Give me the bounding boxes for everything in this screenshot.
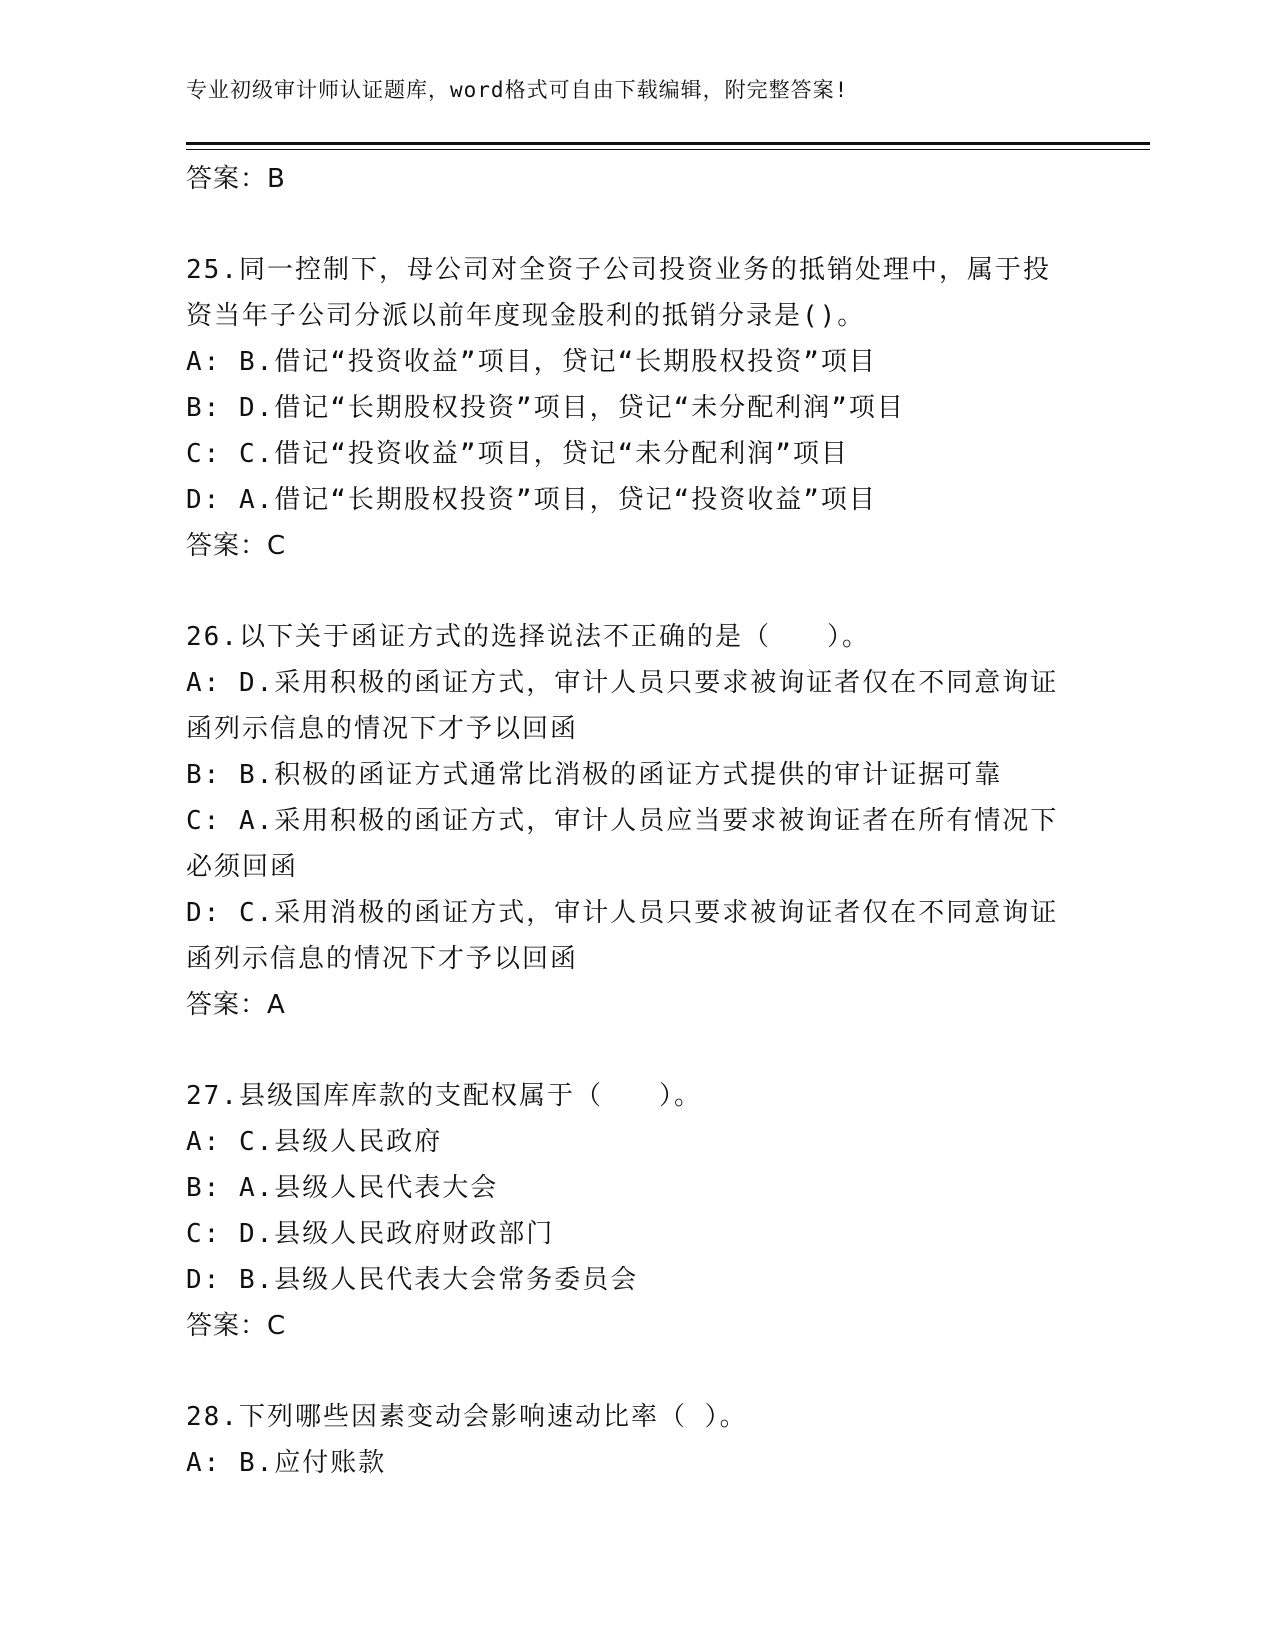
option-a: A: B.应付账款 — [186, 1448, 387, 1478]
option-d-continued: 函列示信息的情况下才予以回函 — [186, 944, 579, 974]
option-a: A: B.借记“投资收益”项目，贷记“长期股权投资”项目 — [186, 347, 877, 377]
option-b: B: D.借记“长期股权投资”项目，贷记“未分配利润”项目 — [186, 393, 905, 423]
question-stem: 28.下列哪些因素变动会影响速动比率（ ）。 — [186, 1402, 748, 1432]
option-a: A: D.采用积极的函证方式，审计人员只要求被询证者仅在不同意询证 — [186, 668, 1059, 698]
option-d: D: B.县级人民代表大会常务委员会 — [186, 1265, 639, 1295]
header-rule-thin — [186, 149, 1150, 150]
option-c-continued: 必须回函 — [186, 852, 299, 882]
answer-line: 答案：C — [186, 1311, 287, 1341]
question-stem: 资当年子公司分派以前年度现金股利的抵销分录是()。 — [186, 301, 866, 331]
question-block — [186, 1073, 1086, 1349]
question-block — [186, 247, 1086, 569]
option-d: D: C.采用消极的函证方式，审计人员只要求被询证者仅在不同意询证 — [186, 898, 1059, 928]
spacer — [186, 569, 1086, 614]
question-stem: 25.同一控制下，母公司对全资子公司投资业务的抵销处理中，属于投 — [186, 255, 1051, 285]
answer-line: 答案：A — [186, 990, 286, 1020]
header-rule-thick — [186, 142, 1150, 145]
spacer — [186, 1028, 1086, 1073]
option-d: D: A.借记“长期股权投资”项目，贷记“投资收益”项目 — [186, 485, 877, 515]
option-a: A: C.县级人民政府 — [186, 1127, 443, 1157]
answer-line: 答案：B — [186, 164, 286, 194]
option-c: C: D.县级人民政府财政部门 — [186, 1219, 555, 1249]
option-c: C: C.借记“投资收益”项目，贷记“未分配利润”项目 — [186, 439, 849, 469]
option-a-continued: 函列示信息的情况下才予以回函 — [186, 714, 579, 744]
option-c: C: A.采用积极的函证方式，审计人员应当要求被询证者在所有情况下 — [186, 806, 1059, 836]
option-b: B: B.积极的函证方式通常比消极的函证方式提供的审计证据可靠 — [186, 760, 1003, 790]
spacer — [186, 1349, 1086, 1394]
document-body — [186, 156, 1086, 1486]
question-stem: 27.县级国库库款的支配权属于（ ）。 — [186, 1081, 702, 1111]
answer-line: 答案：C — [186, 531, 287, 561]
question-block — [186, 1394, 1086, 1486]
question-stem: 26.以下关于函证方式的选择说法不正确的是（ ）。 — [186, 622, 870, 652]
page-header: 专业初级审计师认证题库，word格式可自由下载编辑，附完整答案! — [186, 78, 849, 102]
spacer — [186, 202, 1086, 247]
option-b: B: A.县级人民代表大会 — [186, 1173, 499, 1203]
question-block — [186, 614, 1086, 1028]
